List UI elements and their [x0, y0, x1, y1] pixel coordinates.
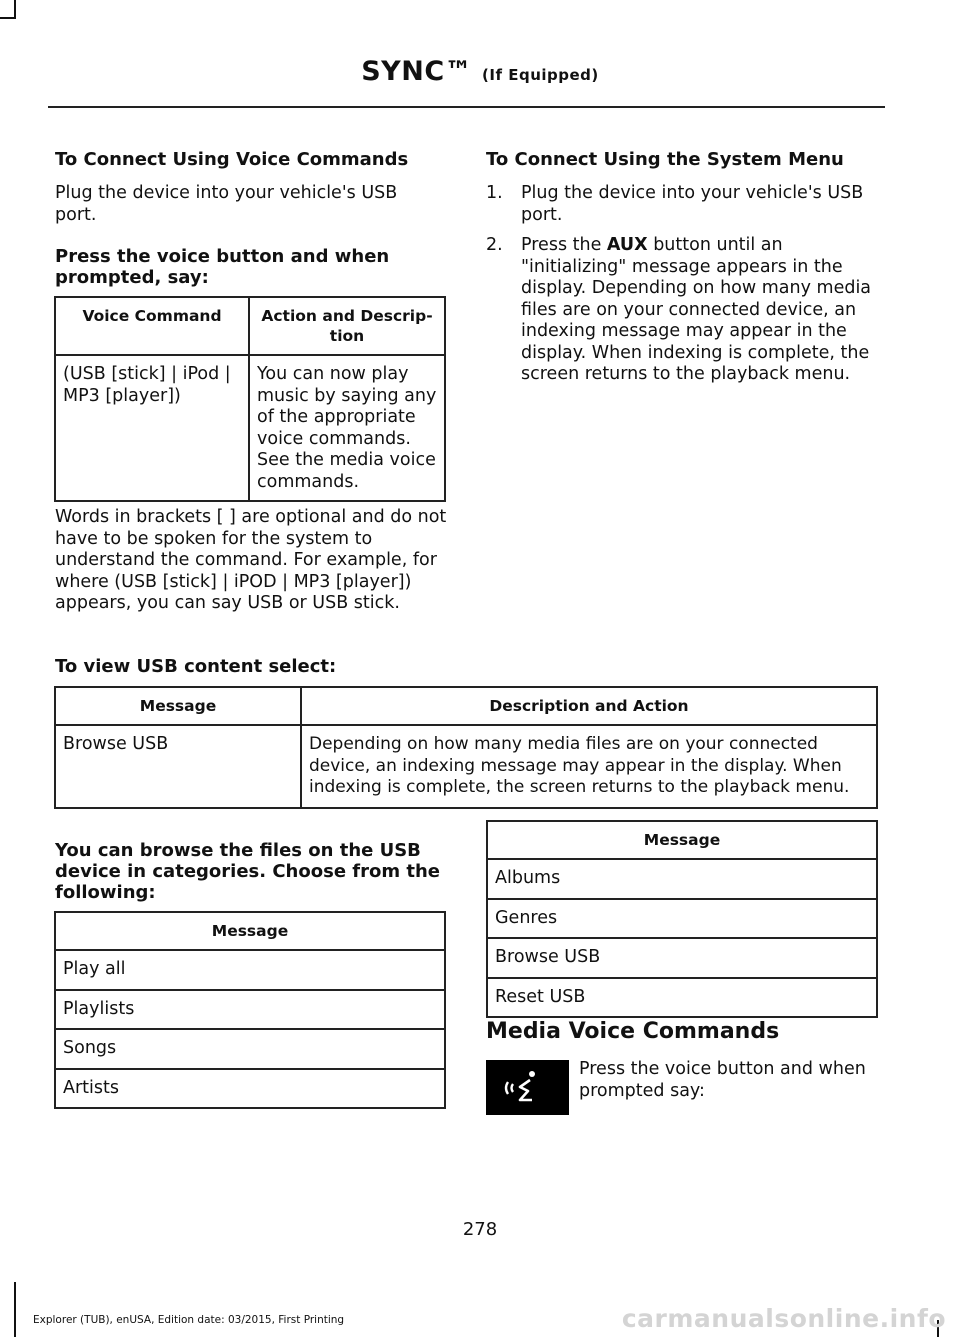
table-cell: Playlists [55, 990, 445, 1030]
footer-edition: Explorer (TUB), enUSA, Edition date: 03/2015, First Printing [33, 1314, 345, 1326]
table-cell: Songs [55, 1029, 445, 1069]
usb-content-table [54, 686, 878, 809]
header-rule [48, 106, 885, 108]
table-header: Action and Descrip-tion [249, 297, 445, 355]
crop-mark [14, 0, 16, 18]
table-cell: Browse USB [487, 938, 877, 978]
voice-button-icon [486, 1060, 569, 1115]
heading-connect-menu: To Connect Using the System Menu [486, 149, 844, 170]
table-row [487, 859, 877, 899]
table-cell: Artists [55, 1069, 445, 1109]
table-row [55, 1069, 445, 1109]
page-number: 278 [462, 1219, 498, 1240]
table-row [55, 950, 445, 990]
categories-table-right [486, 820, 878, 1018]
list-item [486, 235, 881, 386]
voice-command-table [54, 296, 446, 502]
table-row [55, 1029, 445, 1069]
table-row [487, 978, 877, 1018]
header-title: SYNC™ [361, 56, 473, 87]
crop-mark [14, 1282, 16, 1337]
table-header: Message [487, 821, 877, 859]
paragraph-plug: Plug the device into your vehicle's USB port. [55, 183, 398, 225]
table-row [487, 938, 877, 978]
watermark: carmanualsonline.info [621, 1304, 946, 1333]
categories-table-left [54, 911, 446, 1109]
paragraph-media-voice: Press the voice button and when prompted say: [579, 1059, 866, 1101]
crop-mark [0, 17, 16, 19]
step-number: 2. [486, 235, 503, 255]
table-cell: Depending on how many media files are on your connected device, an indexing message may appear in the display. When indexing is complete, the screen returns to the playback menu. [301, 725, 877, 808]
table-cell: Browse USB [55, 725, 301, 808]
table-row [55, 355, 445, 501]
aux-label: AUX [606, 235, 648, 255]
step-text: button until an "initializing" message appears in the display. Depending on how many media files are on your connected device, an indexing message may appear in the display. When indexing is complete, the screen returns to the playback menu. [521, 235, 872, 384]
step-number: 1. [486, 183, 503, 203]
heading-usb-content: To view USB content select: [55, 656, 337, 677]
table-cell: Reset USB [487, 978, 877, 1018]
table-row [55, 990, 445, 1030]
table-cell: You can now play music by saying any of the appropriate voice commands. See the media voice commands. [249, 355, 445, 501]
step-text: Plug the device into your vehicle's USB port. [521, 183, 864, 225]
header-suffix: (If Equipped) [482, 66, 599, 84]
table-cell: (USB [stick] | iPod | MP3 [player]) [55, 355, 249, 501]
table-cell: Genres [487, 899, 877, 939]
page-header [0, 56, 960, 87]
table-header: Message [55, 687, 301, 725]
table-cell: Albums [487, 859, 877, 899]
steps-list [486, 183, 881, 386]
table-row [55, 725, 877, 808]
heading-browse: You can browse the files on the USB device in categories. Choose from the following: [55, 840, 441, 903]
paragraph-brackets: Words in brackets [ ] are optional and do not have to be spoken for the system to understand the command. For example, for where (USB [stick] | iPOD | MP3 [player]) appears, you can say USB or USB stick. [55, 507, 447, 613]
table-header: Voice Command [55, 297, 249, 355]
heading-connect-voice: To Connect Using Voice Commands [55, 149, 409, 170]
step-text: Press the [521, 235, 607, 255]
table-header: Message [55, 912, 445, 950]
list-item [486, 183, 881, 226]
table-cell: Play all [55, 950, 445, 990]
heading-press-voice: Press the voice button and when prompted, say: [55, 246, 390, 288]
table-header: Description and Action [301, 687, 877, 725]
heading-media-voice: Media Voice Commands [486, 1019, 780, 1044]
table-row [487, 899, 877, 939]
